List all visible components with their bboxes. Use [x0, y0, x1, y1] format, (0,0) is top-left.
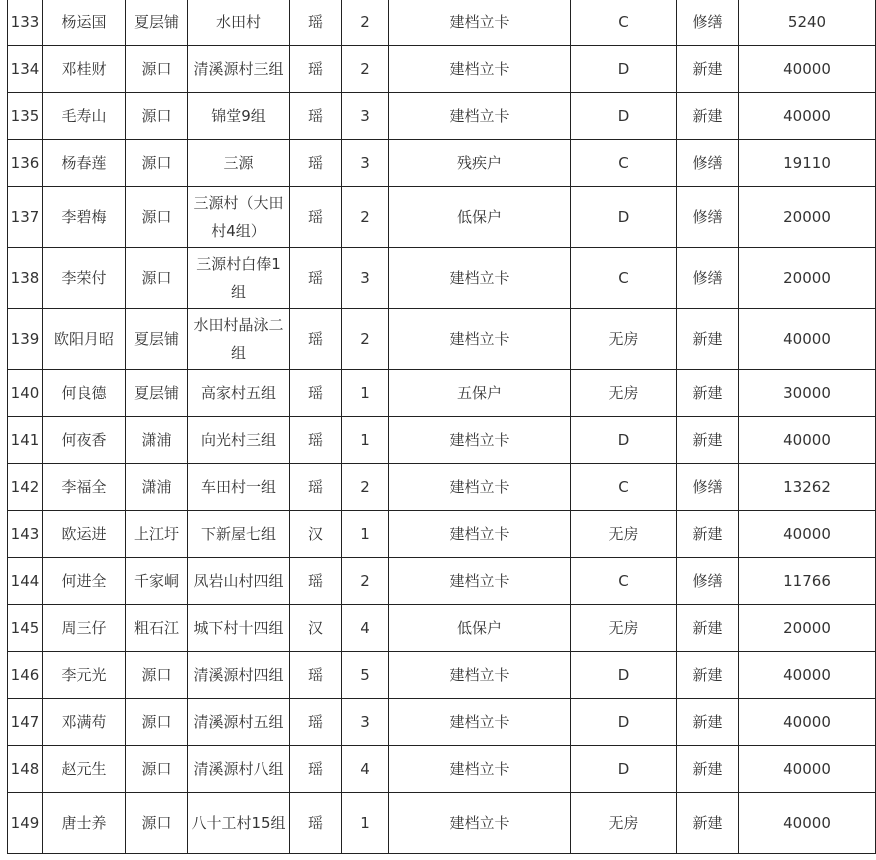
table-row	[8, 793, 876, 854]
household-size-cell: 4	[342, 605, 389, 652]
row-number-cell: 140	[8, 370, 43, 417]
renovation-method-cell: 新建	[677, 605, 739, 652]
household-category-cell: 建档立卡	[389, 309, 571, 370]
house-grade-cell: D	[571, 46, 677, 93]
name-cell: 李福全	[43, 464, 126, 511]
table-row	[8, 605, 876, 652]
name-cell: 赵元生	[43, 746, 126, 793]
household-size-cell: 4	[342, 746, 389, 793]
township-cell: 粗石江	[126, 605, 188, 652]
renovation-method-cell: 新建	[677, 46, 739, 93]
row-number-cell: 149	[8, 793, 43, 854]
house-grade-cell: D	[571, 699, 677, 746]
name-cell: 邓满苟	[43, 699, 126, 746]
renovation-method-cell: 修缮	[677, 558, 739, 605]
house-grade-cell: C	[571, 558, 677, 605]
row-number-cell: 144	[8, 558, 43, 605]
household-category-cell: 建档立卡	[389, 511, 571, 558]
ethnicity-cell: 瑶	[290, 309, 342, 370]
household-size-cell: 2	[342, 309, 389, 370]
township-cell: 源口	[126, 248, 188, 309]
row-number-cell: 143	[8, 511, 43, 558]
village-cell: 城下村十四组	[188, 605, 290, 652]
township-cell: 源口	[126, 699, 188, 746]
subsidy-amount-cell: 40000	[739, 417, 876, 464]
row-number-cell: 148	[8, 746, 43, 793]
village-cell: 清溪源村八组	[188, 746, 290, 793]
table-row	[8, 0, 876, 46]
table-row	[8, 746, 876, 793]
name-cell: 唐士养	[43, 793, 126, 854]
subsidy-amount-cell: 40000	[739, 93, 876, 140]
row-number-cell: 139	[8, 309, 43, 370]
household-size-cell: 5	[342, 652, 389, 699]
township-cell: 夏层铺	[126, 370, 188, 417]
house-grade-cell: C	[571, 0, 677, 46]
village-cell: 水田村	[188, 0, 290, 46]
township-cell: 源口	[126, 93, 188, 140]
renovation-method-cell: 新建	[677, 699, 739, 746]
name-cell: 杨春莲	[43, 140, 126, 187]
renovation-method-cell: 修缮	[677, 248, 739, 309]
household-category-cell: 低保户	[389, 605, 571, 652]
house-grade-cell: 无房	[571, 605, 677, 652]
row-number-cell: 133	[8, 0, 43, 46]
household-size-cell: 2	[342, 558, 389, 605]
village-cell: 清溪源村五组	[188, 699, 290, 746]
name-cell: 杨运国	[43, 0, 126, 46]
row-number-cell: 138	[8, 248, 43, 309]
village-cell: 三源村（大田村4组）	[188, 187, 290, 248]
village-cell: 水田村晶泳二组	[188, 309, 290, 370]
village-cell: 下新屋七组	[188, 511, 290, 558]
household-category-cell: 建档立卡	[389, 248, 571, 309]
table-body	[8, 0, 876, 854]
village-cell: 高家村五组	[188, 370, 290, 417]
village-cell: 清溪源村四组	[188, 652, 290, 699]
ethnicity-cell: 汉	[290, 605, 342, 652]
house-grade-cell: C	[571, 464, 677, 511]
household-category-cell: 建档立卡	[389, 417, 571, 464]
household-category-cell: 建档立卡	[389, 0, 571, 46]
name-cell: 欧阳月昭	[43, 309, 126, 370]
housing-subsidy-table	[7, 0, 876, 854]
name-cell: 邓桂财	[43, 46, 126, 93]
table-row	[8, 652, 876, 699]
township-cell: 夏层铺	[126, 309, 188, 370]
ethnicity-cell: 瑶	[290, 464, 342, 511]
township-cell: 源口	[126, 46, 188, 93]
household-size-cell: 1	[342, 511, 389, 558]
subsidy-amount-cell: 40000	[739, 699, 876, 746]
household-size-cell: 1	[342, 793, 389, 854]
name-cell: 何进全	[43, 558, 126, 605]
house-grade-cell: C	[571, 248, 677, 309]
renovation-method-cell: 新建	[677, 417, 739, 464]
row-number-cell: 135	[8, 93, 43, 140]
household-size-cell: 2	[342, 464, 389, 511]
renovation-method-cell: 新建	[677, 309, 739, 370]
township-cell: 上江圩	[126, 511, 188, 558]
subsidy-amount-cell: 40000	[739, 46, 876, 93]
renovation-method-cell: 新建	[677, 511, 739, 558]
ethnicity-cell: 瑶	[290, 370, 342, 417]
table-row	[8, 370, 876, 417]
household-category-cell: 建档立卡	[389, 93, 571, 140]
household-category-cell: 建档立卡	[389, 558, 571, 605]
table-row	[8, 46, 876, 93]
village-cell: 锦堂9组	[188, 93, 290, 140]
name-cell: 何夜香	[43, 417, 126, 464]
household-size-cell: 3	[342, 248, 389, 309]
name-cell: 毛寿山	[43, 93, 126, 140]
house-grade-cell: C	[571, 140, 677, 187]
ethnicity-cell: 瑶	[290, 699, 342, 746]
township-cell: 千家峒	[126, 558, 188, 605]
household-category-cell: 建档立卡	[389, 793, 571, 854]
household-size-cell: 2	[342, 0, 389, 46]
house-grade-cell: 无房	[571, 511, 677, 558]
house-grade-cell: D	[571, 652, 677, 699]
township-cell: 潇浦	[126, 417, 188, 464]
row-number-cell: 142	[8, 464, 43, 511]
household-category-cell: 五保户	[389, 370, 571, 417]
subsidy-amount-cell: 40000	[739, 309, 876, 370]
subsidy-amount-cell: 30000	[739, 370, 876, 417]
household-category-cell: 建档立卡	[389, 464, 571, 511]
row-number-cell: 136	[8, 140, 43, 187]
village-cell: 车田村一组	[188, 464, 290, 511]
ethnicity-cell: 瑶	[290, 46, 342, 93]
table-row	[8, 417, 876, 464]
subsidy-amount-cell: 20000	[739, 248, 876, 309]
township-cell: 夏层铺	[126, 0, 188, 46]
subsidy-amount-cell: 20000	[739, 187, 876, 248]
subsidy-amount-cell: 11766	[739, 558, 876, 605]
household-size-cell: 2	[342, 46, 389, 93]
subsidy-amount-cell: 19110	[739, 140, 876, 187]
table-row	[8, 187, 876, 248]
subsidy-amount-cell: 40000	[739, 746, 876, 793]
household-category-cell: 建档立卡	[389, 46, 571, 93]
table-row	[8, 140, 876, 187]
renovation-method-cell: 新建	[677, 746, 739, 793]
village-cell: 八十工村15组	[188, 793, 290, 854]
house-grade-cell: D	[571, 93, 677, 140]
ethnicity-cell: 瑶	[290, 93, 342, 140]
household-category-cell: 建档立卡	[389, 746, 571, 793]
township-cell: 源口	[126, 746, 188, 793]
house-grade-cell: D	[571, 417, 677, 464]
household-size-cell: 1	[342, 370, 389, 417]
row-number-cell: 134	[8, 46, 43, 93]
name-cell: 何良德	[43, 370, 126, 417]
ethnicity-cell: 瑶	[290, 746, 342, 793]
household-category-cell: 建档立卡	[389, 699, 571, 746]
village-cell: 向光村三组	[188, 417, 290, 464]
ethnicity-cell: 瑶	[290, 0, 342, 46]
township-cell: 源口	[126, 187, 188, 248]
table-row	[8, 248, 876, 309]
house-grade-cell: 无房	[571, 370, 677, 417]
ethnicity-cell: 汉	[290, 511, 342, 558]
township-cell: 源口	[126, 652, 188, 699]
subsidy-amount-cell: 40000	[739, 793, 876, 854]
name-cell: 李荣付	[43, 248, 126, 309]
township-cell: 源口	[126, 793, 188, 854]
name-cell: 周三仔	[43, 605, 126, 652]
renovation-method-cell: 新建	[677, 652, 739, 699]
household-category-cell: 低保户	[389, 187, 571, 248]
household-category-cell: 残疾户	[389, 140, 571, 187]
renovation-method-cell: 修缮	[677, 0, 739, 46]
table-row	[8, 699, 876, 746]
township-cell: 潇浦	[126, 464, 188, 511]
ethnicity-cell: 瑶	[290, 558, 342, 605]
table-row	[8, 558, 876, 605]
row-number-cell: 145	[8, 605, 43, 652]
name-cell: 李元光	[43, 652, 126, 699]
ethnicity-cell: 瑶	[290, 187, 342, 248]
ethnicity-cell: 瑶	[290, 140, 342, 187]
row-number-cell: 146	[8, 652, 43, 699]
subsidy-amount-cell: 5240	[739, 0, 876, 46]
household-size-cell: 3	[342, 140, 389, 187]
renovation-method-cell: 修缮	[677, 187, 739, 248]
household-size-cell: 3	[342, 699, 389, 746]
house-grade-cell: 无房	[571, 793, 677, 854]
village-cell: 三源	[188, 140, 290, 187]
household-size-cell: 2	[342, 187, 389, 248]
renovation-method-cell: 新建	[677, 793, 739, 854]
village-cell: 三源村白俸1组	[188, 248, 290, 309]
table-row	[8, 464, 876, 511]
subsidy-amount-cell: 40000	[739, 511, 876, 558]
renovation-method-cell: 新建	[677, 93, 739, 140]
household-size-cell: 1	[342, 417, 389, 464]
subsidy-amount-cell: 13262	[739, 464, 876, 511]
row-number-cell: 147	[8, 699, 43, 746]
house-grade-cell: D	[571, 746, 677, 793]
ethnicity-cell: 瑶	[290, 417, 342, 464]
subsidy-amount-cell: 20000	[739, 605, 876, 652]
ethnicity-cell: 瑶	[290, 248, 342, 309]
table-row	[8, 93, 876, 140]
renovation-method-cell: 修缮	[677, 464, 739, 511]
renovation-method-cell: 修缮	[677, 140, 739, 187]
table-row	[8, 309, 876, 370]
name-cell: 欧运进	[43, 511, 126, 558]
table-row	[8, 511, 876, 558]
ethnicity-cell: 瑶	[290, 652, 342, 699]
subsidy-amount-cell: 40000	[739, 652, 876, 699]
household-category-cell: 建档立卡	[389, 652, 571, 699]
name-cell: 李碧梅	[43, 187, 126, 248]
house-grade-cell: 无房	[571, 309, 677, 370]
ethnicity-cell: 瑶	[290, 793, 342, 854]
row-number-cell: 137	[8, 187, 43, 248]
renovation-method-cell: 新建	[677, 370, 739, 417]
household-size-cell: 3	[342, 93, 389, 140]
row-number-cell: 141	[8, 417, 43, 464]
village-cell: 清溪源村三组	[188, 46, 290, 93]
house-grade-cell: D	[571, 187, 677, 248]
township-cell: 源口	[126, 140, 188, 187]
village-cell: 凤岩山村四组	[188, 558, 290, 605]
